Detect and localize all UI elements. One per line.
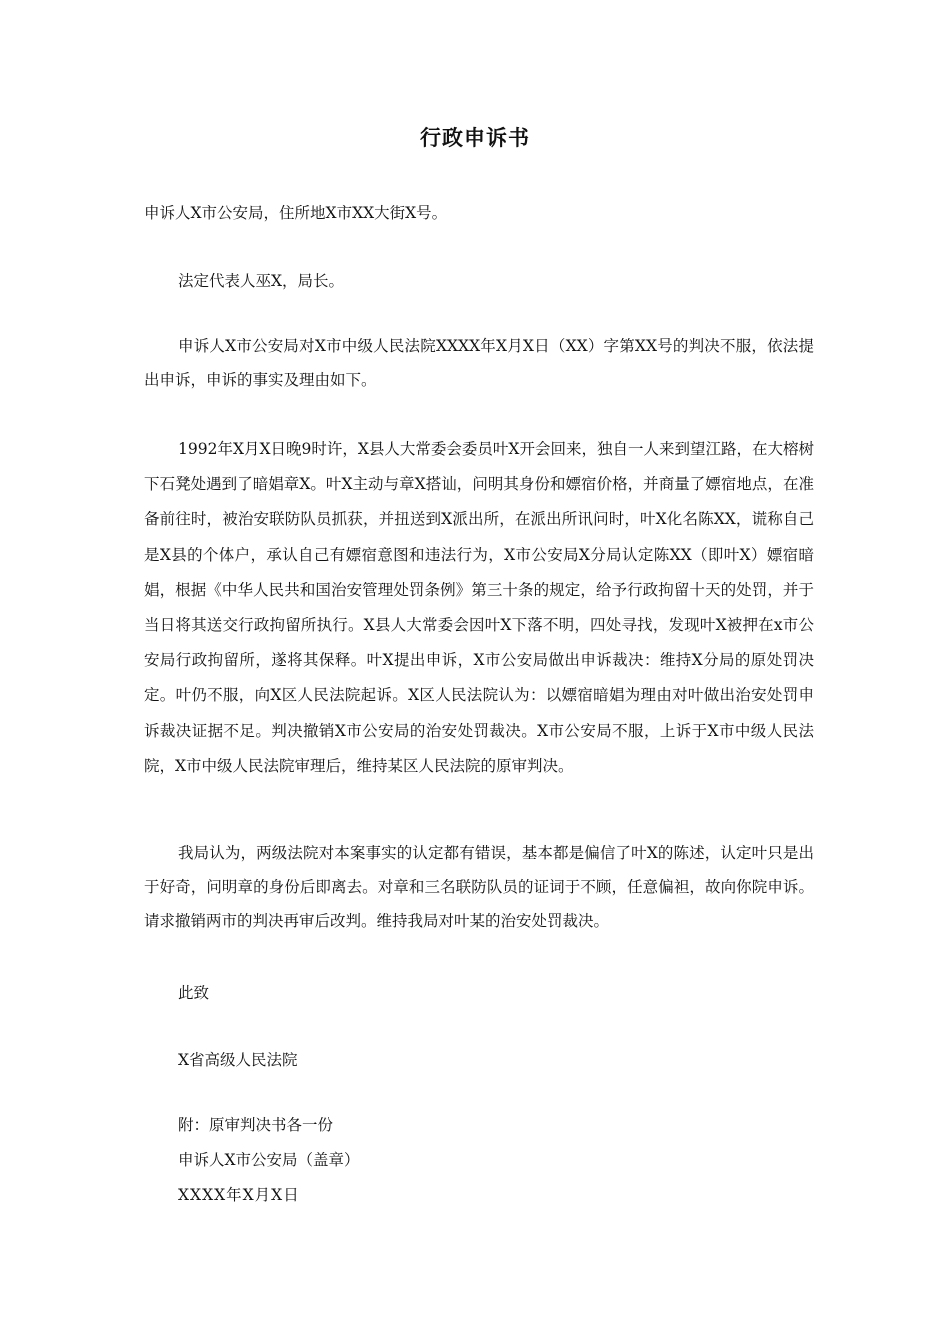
signature: 申诉人X市公安局（盖章） (178, 1151, 360, 1169)
intro-paragraph: 申诉人X市公安局对X市中级人民法院XXXX年X月X日（XX）字第XX号的判决不服，依法提出申诉，申诉的事实及理由如下。 (144, 337, 814, 389)
legal-representative-paragraph: 法定代表人巫X，局长。 (178, 272, 345, 290)
appellant-paragraph: 申诉人X市公安局，住所地X市XX大街X号。 (144, 204, 448, 222)
addressee: X省高级人民法院 (178, 1051, 298, 1069)
date: XXXX年X月X日 (178, 1186, 300, 1204)
facts-paragraph: 1992年X月X日晚9时许，X县人大常委会委员叶X开会回来，独自一人来到望江路，在大榕树下石凳处遇到了暗娼章X。叶X主动与章X搭讪，问明其身份和嫖宿价格，并商量了嫖宿地点，在准备前往时，被治安联防队员抓获，并扭送到X派出所，在派出所讯问时，叶X化名陈XX，谎称自己是X县的个体户，承认自己有嫖宿意图和违法行为，X市公安局X分局认定陈XX（即叶X）嫖宿暗娼，根据《中华人民共和国治安管理处罚条例》第三十条的规定，给予行政拘留十天的处罚，并于当日将其送交行政拘留所执行。X县人大常委会因叶X下落不明，四处寻找，发现叶X被押在x市公安局行政拘留所，遂将其保释。叶X提出申诉，X市公安局做出申诉裁决：维持X分局的原处罚决定。叶仍不服，向X区人民法院起诉。X区人民法院认为：以嫖宿暗娼为理由对叶做出治安处罚申诉裁决证据不足。判决撤销X市公安局的治安处罚裁决。X市公安局不服，上诉于X市中级人民法院，X市中级人民法院审理后，维持某区人民法院的原审判决。 (144, 440, 814, 775)
opinion-paragraph: 我局认为，两级法院对本案事实的认定都有错误，基本都是偏信了叶X的陈述，认定叶只是出于好奇，问明章的身份后即离去。对章和三名联防队员的证词于不顾，任意偏袒，故向你院申诉。请求撤销两市的判决再审后改判。维持我局对叶某的治安处罚裁决。 (144, 844, 814, 930)
attachment-note: 附：原审判决书各一份 (178, 1116, 334, 1134)
salutation: 此致 (178, 984, 210, 1002)
document-title: 行政申诉书 (420, 125, 530, 150)
